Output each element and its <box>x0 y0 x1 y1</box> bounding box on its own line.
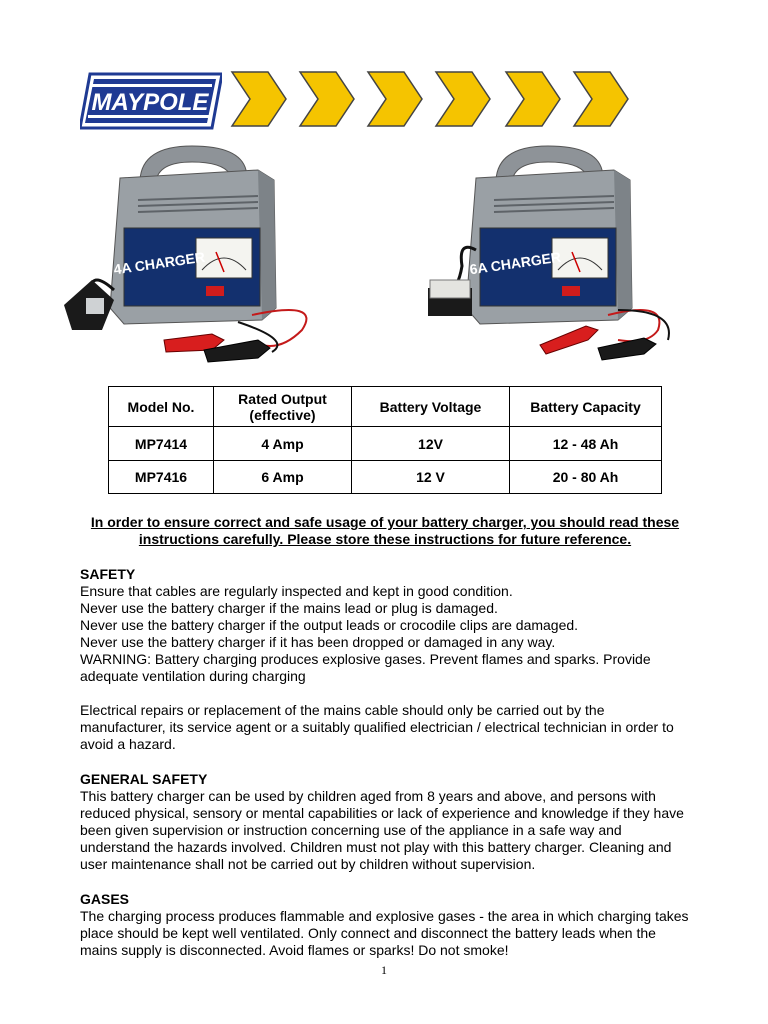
safety-section <box>80 566 690 685</box>
table-cell: 20 - 80 Ah <box>510 461 662 494</box>
table-row <box>109 461 662 494</box>
charger-4a-image <box>62 140 322 365</box>
gases-section <box>80 891 690 959</box>
safety-warning: WARNING: Battery charging produces explosive gases. Prevent flames and sparks. Provide adequate ventilation during charging <box>80 651 651 684</box>
table-cell: 12 - 48 Ah <box>510 427 662 461</box>
table-cell: MP7414 <box>109 427 214 461</box>
chevron-icon <box>366 70 424 128</box>
table-header-cell: Battery Capacity <box>510 387 662 427</box>
chevron-icon <box>572 70 630 128</box>
table-cell: 4 Amp <box>214 427 352 461</box>
table-cell: MP7416 <box>109 461 214 494</box>
page-number: 1 <box>381 963 387 977</box>
chevron-icon <box>298 70 356 128</box>
intro-notice: In order to ensure correct and safe usage of your battery charger, you should read these instructions carefully. Please store these instructions for future reference. <box>90 514 680 547</box>
table-row <box>109 427 662 461</box>
table-header-cell: Battery Voltage <box>352 387 510 427</box>
safety-line: Never use the battery charger if it has been dropped or damaged in any way. <box>80 634 556 650</box>
table-cell: 6 Amp <box>214 461 352 494</box>
table-cell: 12 V <box>352 461 510 494</box>
section-heading: GENERAL SAFETY <box>80 771 208 787</box>
table-cell: 12V <box>352 427 510 461</box>
logo-text: MAYPOLE <box>91 89 209 116</box>
gases-text: The charging process produces flammable and explosive gases - the area in which charging takes place should be kept well ventilated. Only connect and disconnect the battery leads when the mains supply is disconnected. Avoid flames or sparks! Do not smoke! <box>80 908 689 958</box>
header-banner <box>80 68 640 130</box>
safety-line: Ensure that cables are regularly inspected and kept in good condition. <box>80 583 513 599</box>
safety-line: Never use the battery charger if the mains lead or plug is damaged. <box>80 600 498 616</box>
table-header-cell: Rated Output (effective) <box>214 387 352 427</box>
spec-table <box>108 386 662 494</box>
safety-line: Never use the battery charger if the output leads or crocodile clips are damaged. <box>80 617 579 633</box>
chevron-icon <box>230 70 288 128</box>
repair-text: Electrical repairs or replacement of the mains cable should only be carried out by the manufacturer, its service agent or a suitably qualified electrician / electrical technician in order to avoid a hazard. <box>80 702 674 752</box>
maypole-logo <box>80 72 222 130</box>
general-safety-section <box>80 771 690 873</box>
section-heading: GASES <box>80 891 130 907</box>
general-safety-text: This battery charger can be used by children aged from 8 years and above, and persons with reduced physical, sensory or mental capabilities or lack of experience and knowledge if they have been given supervision or instruction concerning use of the appliance in a safe way and understand the hazards involved. Children must not play with this battery charger. Cleaning and user maintenance shall not be carried out by children without supervision. <box>80 788 684 872</box>
chevron-icon <box>434 70 492 128</box>
charger-6a-image <box>418 140 678 365</box>
chevron-icon <box>504 70 562 128</box>
product-label: 4A CHARGER <box>112 248 206 278</box>
repair-note <box>80 702 690 753</box>
table-header-cell: Model No. <box>109 387 214 427</box>
product-label: 6A CHARGER <box>468 248 562 278</box>
table-header-row <box>109 387 662 427</box>
section-heading: SAFETY <box>80 566 136 582</box>
